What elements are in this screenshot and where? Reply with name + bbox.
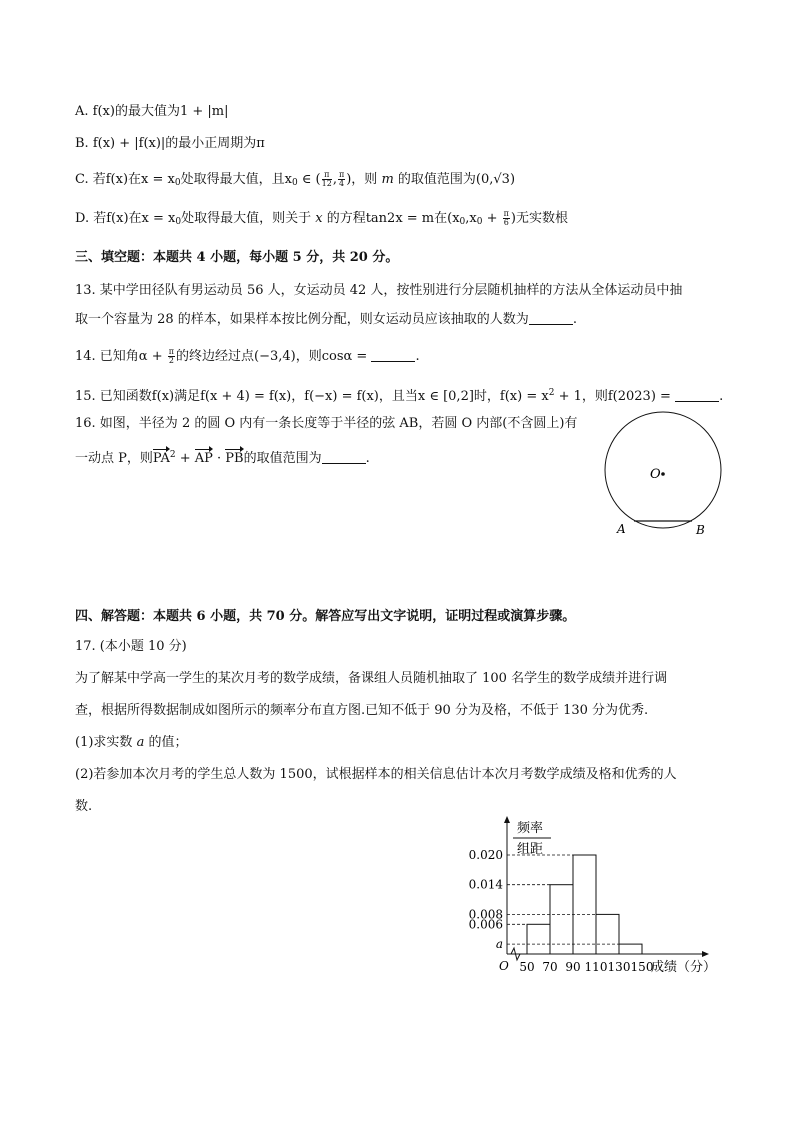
answer-blank <box>529 312 573 325</box>
q16-dot: · <box>212 451 226 466</box>
circle-o <box>605 412 721 528</box>
fraction-numerator: π <box>322 171 332 180</box>
y-axis-title-bottom: 组距 <box>517 842 544 857</box>
q17-sub-2-line-1: (2)若参加本次月考的学生总人数为 1500，试根据样本的相关信息估计本次月考数学成绩及格和优秀的人 <box>75 767 677 782</box>
y-tick-label: 0.008 <box>468 907 503 922</box>
fraction-numerator: π <box>503 209 509 218</box>
point-b-label: B <box>696 523 705 537</box>
option-d-text-5: )无实数根 <box>510 211 568 226</box>
q17-sub-1-text-1: (1)求实数 <box>75 735 137 750</box>
x-tick-label: 50 <box>519 960 535 974</box>
answer-blank <box>322 451 366 464</box>
vector-pa: PA <box>152 451 170 466</box>
histogram-bar-90-110 <box>573 855 596 954</box>
y-tick-label: 0.014 <box>468 877 503 892</box>
q15-period: . <box>719 389 724 404</box>
q16-line-2 <box>75 446 370 468</box>
option-d-sub-1: 0 <box>459 217 466 227</box>
option-d-text-1: D. 若f(x)在x = x <box>75 211 176 226</box>
q15-text-2: + 1，则f(2023) = <box>554 389 676 404</box>
q17-sub-2-line-2: 数. <box>75 799 93 814</box>
variable-x: x <box>315 211 323 226</box>
option-c <box>75 169 515 194</box>
histogram-bar-50-70 <box>527 924 550 954</box>
q15 <box>75 384 723 406</box>
q16-line-1: 16. 如图，半径为 2 的圆 O 内有一条长度等于半径的弦 AB，若圆 O 内部(不含圆上)有 <box>75 416 578 431</box>
q14-text-1: 14. 已知角α + <box>75 349 167 364</box>
y-tick-label: a <box>495 937 503 952</box>
q14-text-2: 的终边经过点(−3,4)，则cosα = <box>176 349 372 364</box>
q17-line-1: 为了解某中学高一学生的某次月考的数学成绩，备课组人员随机抽取了 100 名学生的数学成绩并进行调 <box>75 671 668 686</box>
section-4-title: 四、解答题：本题共 6 小题，共 70 分。解答应写出文字说明，证明过程或演算步骤。 <box>75 609 576 624</box>
x-tick-label: 90 <box>565 960 581 974</box>
option-d <box>75 208 568 233</box>
point-a-label: A <box>617 522 626 536</box>
q15-superscript: 2 <box>548 388 555 398</box>
x-axis-title: 成绩（分） <box>651 960 717 975</box>
answer-blank <box>371 349 415 362</box>
q13-text: 取一个容量为 28 的样本，如果样本按比例分配，则女运动员应该抽取的人数为 <box>75 312 529 327</box>
fraction-denominator: 6 <box>503 218 509 227</box>
y-axis-arrow <box>504 816 510 823</box>
variable-a: a <box>136 735 145 750</box>
option-c-sub-1: 0 <box>291 178 298 188</box>
option-d-text-2: 处取得最大值，则关于 <box>181 211 316 226</box>
center-point <box>661 472 665 476</box>
y-axis-title-top: 频率 <box>517 821 544 836</box>
circle-figure <box>596 410 731 540</box>
option-c-text-4: )，则 <box>346 172 382 187</box>
q13-period: . <box>572 312 577 327</box>
fraction-pi-6 <box>503 210 510 227</box>
fraction-numerator: π <box>168 347 175 356</box>
option-a-text: A. f(x)的最大值为1 + |m| <box>75 104 229 119</box>
center-label: O <box>650 467 661 482</box>
histogram-bar-110-130 <box>596 914 619 954</box>
option-d-comma: ,x <box>465 211 477 226</box>
histogram-bar-70-90 <box>550 885 573 954</box>
y-tick-label: 0.006 <box>468 917 503 932</box>
q13-line-1: 13. 某中学田径队有男运动员 56 人，女运动员 42 人，按性别进行分层随机抽样的方法从全体运动员中抽 <box>75 283 683 298</box>
option-c-text-3: ∈ ( <box>297 172 321 187</box>
y-tick-label: 0.020 <box>468 848 503 862</box>
vector-pb: PB <box>225 451 244 466</box>
fraction-denominator: 12 <box>321 179 332 188</box>
x-tick-label: 150 <box>630 960 654 974</box>
section-3-title: 三、填空题：本题共 4 小题，每小题 5 分，共 20 分。 <box>75 250 399 265</box>
q14 <box>75 346 420 368</box>
option-d-text-4: + <box>482 211 502 226</box>
option-c-comma: , <box>332 172 337 187</box>
vector-ap: AP <box>194 451 213 466</box>
q17-head: 17. (本小题 10 分) <box>75 639 187 654</box>
fraction-denominator: 4 <box>339 179 345 188</box>
variable-m: m <box>381 172 394 187</box>
origin-label: O <box>499 959 509 973</box>
option-d-sub-2: 0 <box>476 217 483 227</box>
option-a <box>75 103 228 121</box>
q17-line-2: 查，根据所得数据制成如图所示的频率分布直方图.已知不低于 90 分为及格，不低于 130 分为优秀. <box>75 703 649 718</box>
q16-text-1: 一动点 P，则 <box>75 451 153 466</box>
option-c-text-1: C. 若f(x)在x = x <box>75 172 175 187</box>
option-d-sub-0: 0 <box>175 217 182 227</box>
q16-period: . <box>365 451 370 466</box>
q17-sub-1-text-2: 的值； <box>144 735 188 750</box>
fraction-denominator: 2 <box>168 356 174 365</box>
option-c-text-5: 的取值范围为(0,√3) <box>393 172 516 187</box>
option-b <box>75 135 265 153</box>
fraction-numerator: π <box>338 170 345 179</box>
fraction-pi-12 <box>322 171 332 188</box>
q16-superscript: 2 <box>169 450 176 460</box>
q17-sub-1 <box>75 734 187 752</box>
frequency-histogram <box>455 812 745 982</box>
q16-text-2: 的取值范围为 <box>243 451 322 466</box>
histogram-bar-130-150 <box>619 944 642 954</box>
x-tick-label: 110 <box>584 960 608 974</box>
option-b-text: B. f(x) + |f(x)|的最小正周期为π <box>75 136 265 151</box>
option-c-text-2: 处取得最大值，且x <box>180 172 292 187</box>
x-tick-label: 130 <box>607 960 631 974</box>
q16-plus: + <box>175 451 195 466</box>
q13-line-2 <box>75 311 577 329</box>
q15-text-1: 15. 已知函数f(x)满足f(x + 4) = f(x)，f(−x) = f(x)，且当x ∈ [0,2]时，f(x) = x <box>75 389 549 404</box>
option-d-text-3: 的方程tan2x = m在(x <box>322 211 460 226</box>
x-axis-arrow <box>702 951 709 957</box>
q14-period: . <box>415 349 420 364</box>
fraction-pi-4 <box>338 171 345 188</box>
x-tick-label: 70 <box>542 960 558 974</box>
option-c-sub-0: 0 <box>174 178 181 188</box>
answer-blank <box>675 389 719 402</box>
fraction-pi-2 <box>168 348 175 365</box>
